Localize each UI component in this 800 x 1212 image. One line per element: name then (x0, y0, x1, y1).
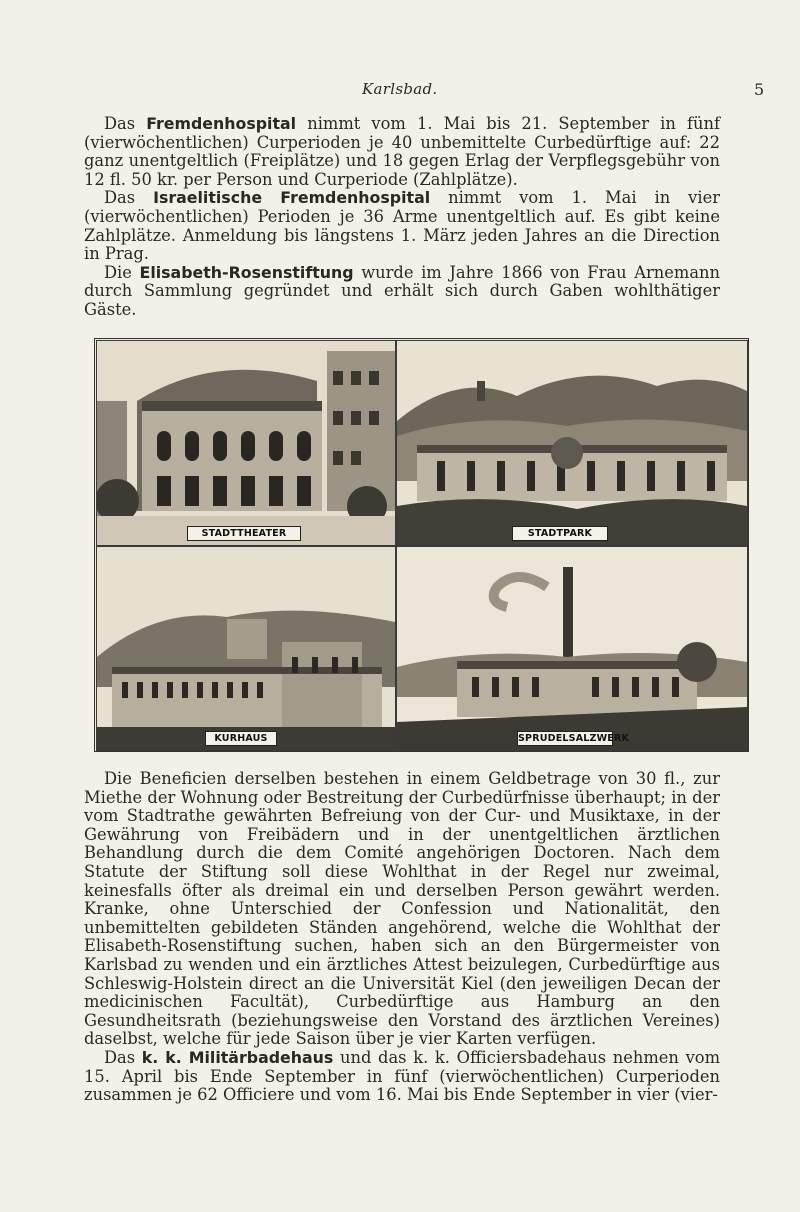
paragraph-elisabeth-rosenstiftung (84, 264, 720, 320)
engraving-kurhaus (97, 547, 395, 750)
paragraph-lead: Das (104, 1047, 142, 1067)
engraving-sprudelsalzwerk (397, 547, 747, 750)
heading-israelitisches-hospital: Israelitische Fremdenhospital (153, 188, 431, 208)
paragraph-body: nimmt vom 1. Mai in vier (vierwöchentlichen) Perioden je 36 Arme unentgeltlich auf. Es gibt keine Zahlplätze. Anmeldung bis längstens 1. März jeden Jahres an die Direction in Prag. (84, 188, 720, 264)
paragraph-lead: Das (104, 188, 154, 208)
illustration-kurhaus (96, 546, 396, 751)
illustration-stadtpark (396, 340, 748, 546)
running-title: Karlsbad. (362, 80, 438, 98)
illustration-plate (94, 338, 749, 752)
illustration-sprudelsalzwerk (396, 546, 748, 751)
paragraph-body: und das k. k. Officiersbadehaus nehmen vom 15. April bis Ende September in fünf (vierwöchentlichen) Curperioden zusammen je 62 Officiere und vom 16. Mai bis Ende September in vier (vier- (84, 1047, 721, 1105)
paragraph-militaerbadehaus (84, 1049, 720, 1105)
paragraph-fremdenhospital (84, 115, 720, 189)
paragraph-lead: Das (104, 114, 147, 133)
engraving-stadttheater (97, 341, 395, 545)
paragraph-beneficien: Die Beneficien derselben bestehen in einem Geldbetrage von 30 fl., zur Miethe der Wohnung oder Bestreitung der Curbedürfnisse überhaupt; in der vom Stadtrathe gewährten Befreiung von der Cur- und Musiktaxe, in der Gewährung von Freibädern und in der unentgeltlichen ärztlichen Behandlung durch die dem Comité angehörigen Doctoren. Nach dem Statute der Stiftung soll diese Wohlthat in der Regel nur zweimal, keinesfalls öfter als dreimal ein und derselben Person gewährt werden. Kranke, ohne Unterschied der Confession und Nationalität, den unbemittelten gebildeten Ständen angehörend, welche die Wohlthat der Elisabeth-Rosenstiftung suchen, haben sich an den Bürgermeister von Karlsbad zu wenden und ein ärztliches Attest beizulegen, Curbedürftige aus Schleswig-Holstein direct an die Universität Kiel (den jeweiligen Decan der medicinischen Facultät), Curbedürftige aus Hamburg an den Gesundheitsrath (beziehungsweise den Vorstand des ärztlichen Vereines) daselbst, welche für jede Saison über je vier Karten verfügen. (84, 769, 720, 1049)
text-block-top (84, 115, 720, 320)
caption-kurhaus: KURHAUS (205, 731, 277, 746)
page-number: 5 (754, 80, 765, 99)
caption-stadttheater: STADTTHEATER (187, 526, 301, 541)
running-head (0, 80, 800, 104)
paragraph-israelitisches-hospital (84, 189, 720, 263)
paragraph-body: wurde im Jahre 1866 von Frau Arnemann durch Sammlung gegründet und erhält sich durch Gaben wohlthätiger Gäste. (84, 262, 720, 319)
engraving-stadtpark (397, 341, 747, 545)
heading-militaerbadehaus: k. k. Militärbadehaus (141, 1047, 334, 1067)
caption-sprudelsalzwerk: SPRUDELSALZWERK (518, 733, 630, 744)
text-block-bottom (84, 770, 720, 1105)
paragraph-lead: Die (104, 262, 140, 282)
caption-stadtpark: STADTPARK (512, 526, 608, 541)
heading-elisabeth-rosenstiftung: Elisabeth-Rosenstiftung (139, 262, 354, 282)
illustration-stadttheater (96, 340, 396, 546)
heading-fremdenhospital: Fremdenhospital (146, 114, 297, 133)
paragraph-body: nimmt vom 1. Mai bis 21. September in fünf (vierwöchentlichen) Curperioden je 40 unbemittelte Curbedürftige auf: 22 ganz unentgeltlich (Freiplätze) und 18 gegen Erlag der Verpflegsgebühr von 12 fl. 50 kr. per Person und Curperiode (Zahlplätze). (84, 114, 721, 189)
